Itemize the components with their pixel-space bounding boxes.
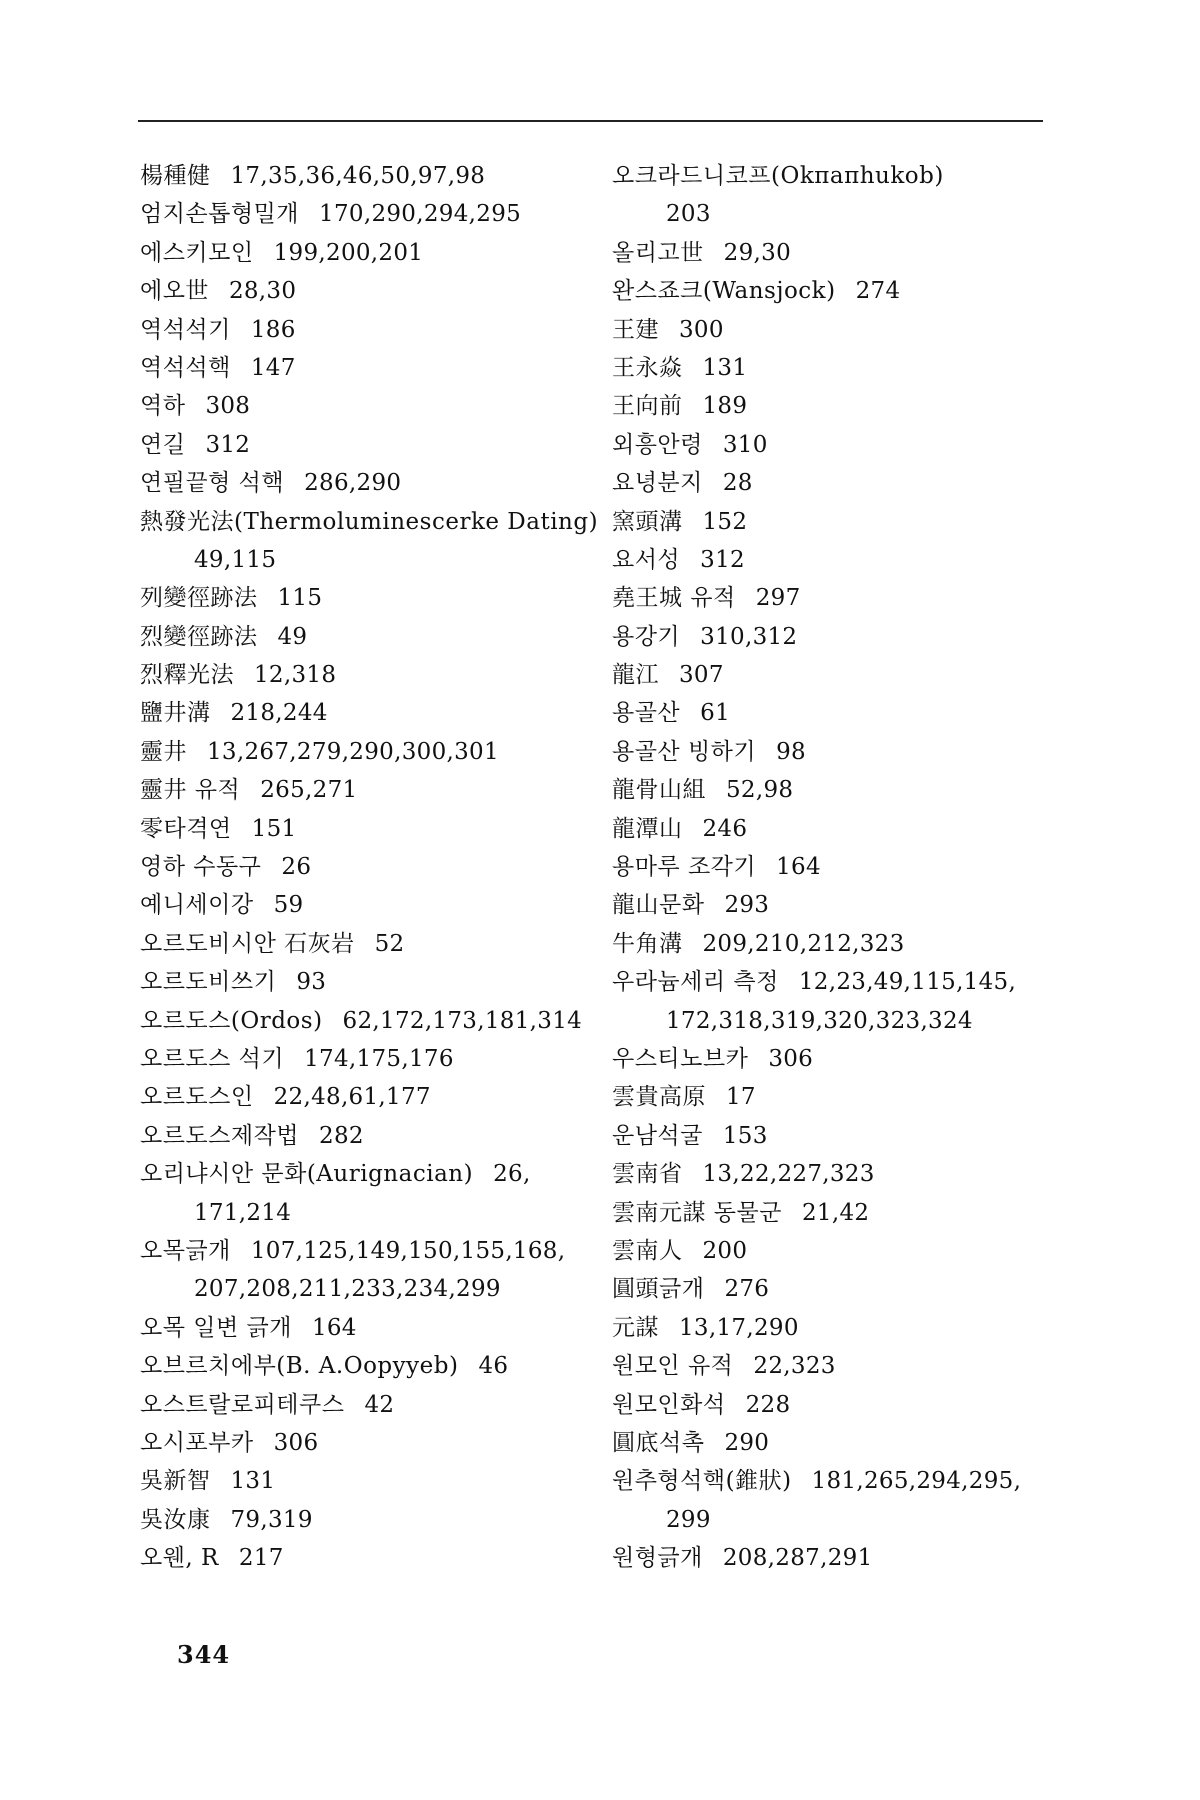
index-entry <box>140 272 590 310</box>
index-entry <box>612 733 1052 771</box>
index-term: 오크라드니코프(Okπaπhukob) <box>612 163 944 189</box>
index-term: 오르도비시안 石灰岩 <box>140 930 355 957</box>
index-term: 원모인 유적 <box>612 1353 734 1380</box>
index-page-refs: 186 <box>250 316 296 343</box>
index-term: 영하 수동구 <box>140 854 262 881</box>
index-entry <box>612 1309 1052 1347</box>
index-page-refs: 147 <box>250 354 296 381</box>
index-page-refs: 49,115 <box>194 546 277 573</box>
index-page-refs: 115 <box>277 585 323 612</box>
index-entry <box>140 157 590 195</box>
index-entry <box>140 886 590 924</box>
index-term: 원모인화석 <box>612 1391 726 1418</box>
index-term: 용골산 빙하기 <box>612 738 757 765</box>
index-term: 오르도스제작법 <box>140 1122 300 1149</box>
index-page-refs: 21,42 <box>801 1199 870 1226</box>
index-term: 오시포부카 <box>140 1429 254 1456</box>
index-entry <box>612 579 1052 617</box>
index-term: 원추형석핵(錐狀) <box>612 1468 792 1495</box>
index-term: 鹽井溝 <box>140 700 211 727</box>
index-entry <box>140 579 590 617</box>
index-entry <box>612 1040 1052 1078</box>
index-entry <box>140 1424 590 1462</box>
index-page-refs: 61 <box>700 700 731 727</box>
index-page-refs: 164 <box>776 854 821 881</box>
index-term: 雲南元謀 동물군 <box>612 1199 782 1226</box>
index-page-refs: 308 <box>205 393 251 420</box>
index-term: 楊種健 <box>140 163 211 189</box>
index-page-refs: 22,48,61,177 <box>273 1084 431 1111</box>
index-entry <box>612 1155 1052 1193</box>
index-page-refs: 29,30 <box>723 239 792 266</box>
index-page-refs: 62,172,173,181,314 <box>342 1007 583 1034</box>
index-entry <box>140 234 590 272</box>
index-term: 연필끝형 석핵 <box>140 470 285 497</box>
index-page-refs: 13,17,290 <box>679 1314 799 1341</box>
index-entry-continuation <box>140 1270 590 1308</box>
index-term: 오르도스인 <box>140 1084 254 1111</box>
index-entry <box>140 733 590 771</box>
index-page-refs: 12,318 <box>254 662 337 689</box>
index-page-refs: 200 <box>702 1237 748 1264</box>
index-term: 완스죠크(Wansjock) <box>612 278 836 305</box>
index-entry <box>612 1194 1052 1232</box>
index-page-refs: 265,271 <box>260 777 358 804</box>
index-term: 靈井 <box>140 738 187 765</box>
index-page-refs: 171,214 <box>194 1199 292 1226</box>
index-entry-continuation <box>140 1194 590 1232</box>
index-term: 雲南人 <box>612 1237 683 1264</box>
index-term: 오브르치에부(B. A.Oopyyeb) <box>140 1353 459 1380</box>
index-entry <box>612 1462 1052 1500</box>
index-entry <box>140 656 590 694</box>
index-entry <box>140 426 590 464</box>
index-term: 엄지손톱형밀개 <box>140 201 300 228</box>
index-term: 운남석굴 <box>612 1122 703 1149</box>
index-term: 오르도스 석기 <box>140 1045 285 1072</box>
index-entry <box>612 1117 1052 1155</box>
index-term: 元謀 <box>612 1314 659 1341</box>
index-term: 零타격연 <box>140 815 232 842</box>
index-term: 龍山문화 <box>612 892 705 919</box>
index-page-refs: 131 <box>230 1468 276 1495</box>
index-entry <box>612 1386 1052 1424</box>
index-term: 吳新智 <box>140 1468 211 1495</box>
index-page-refs: 189 <box>702 393 748 420</box>
index-page-refs: 59 <box>273 892 304 919</box>
index-term: 외흥안령 <box>612 431 703 458</box>
header-rule <box>138 120 1043 122</box>
index-entry <box>612 1424 1052 1462</box>
index-entry <box>612 426 1052 464</box>
index-page-refs: 28,30 <box>228 278 297 305</box>
index-entry <box>140 848 590 886</box>
index-entry-continuation <box>612 195 1052 233</box>
index-term: 列變徑跡法 <box>140 585 258 612</box>
index-page-refs: 52,98 <box>726 777 794 804</box>
index-entry <box>612 925 1052 963</box>
index-term: 예니세이강 <box>140 892 254 919</box>
index-page-refs: 26 <box>281 854 312 881</box>
index-term: 용마루 조각기 <box>612 854 757 881</box>
index-term: 龍江 <box>612 662 659 689</box>
index-entry <box>140 464 590 502</box>
index-entry <box>140 618 590 656</box>
index-page-refs: 174,175,176 <box>304 1045 454 1072</box>
index-entry <box>140 349 590 387</box>
index-page-refs: 199,200,201 <box>273 239 424 266</box>
index-term: 오스트랄로피테쿠스 <box>140 1391 345 1418</box>
index-term: 용골산 <box>612 700 681 727</box>
index-page-refs: 208,287,291 <box>722 1545 873 1572</box>
index-page-refs: 274 <box>855 278 901 305</box>
index-entry <box>140 1539 590 1577</box>
index-term: 연길 <box>140 431 186 458</box>
index-page-refs: 310,312 <box>700 623 798 650</box>
index-page-refs: 306 <box>768 1045 814 1072</box>
index-entry <box>612 1539 1052 1577</box>
index-page-refs: 218,244 <box>230 700 328 727</box>
index-page-refs: 312 <box>700 546 745 573</box>
index-column-left <box>140 157 599 1577</box>
index-term: 역석석기 <box>140 316 231 343</box>
index-entry <box>612 1232 1052 1270</box>
index-page-refs: 152 <box>702 508 748 535</box>
index-term: 오웬, R <box>140 1545 219 1572</box>
index-entry <box>140 771 590 809</box>
index-page-refs: 217 <box>238 1545 284 1572</box>
index-entry <box>612 272 1052 310</box>
index-term: 靈井 유적 <box>140 777 241 804</box>
index-entry <box>140 195 590 233</box>
index-page-refs: 228 <box>745 1391 791 1418</box>
index-entry <box>140 1347 590 1385</box>
index-page-refs: 49 <box>277 623 308 650</box>
index-page-refs: 151 <box>251 815 297 842</box>
index-entry <box>140 810 590 848</box>
index-entry <box>612 234 1052 272</box>
index-column-right <box>612 157 1052 1577</box>
index-term: 王建 <box>612 316 659 343</box>
index-page-refs: 300 <box>679 316 724 343</box>
index-entry <box>140 694 590 732</box>
index-page-refs: 293 <box>724 892 770 919</box>
index-entry <box>140 925 590 963</box>
index-entry <box>140 387 590 425</box>
index-entry <box>612 311 1052 349</box>
index-entry <box>612 810 1052 848</box>
index-term: 우스티노브카 <box>612 1045 749 1072</box>
index-term: 烈變徑跡法 <box>140 623 258 650</box>
index-entry <box>612 503 1052 541</box>
index-entry <box>612 464 1052 502</box>
index-page-refs: 13,22,227,323 <box>702 1161 875 1188</box>
index-page-refs: 181,265,294,295, <box>811 1468 1022 1495</box>
index-term: 역하 <box>140 393 186 420</box>
index-term: 牛角溝 <box>612 930 683 957</box>
index-term: 堯王城 유적 <box>612 585 736 612</box>
index-entry <box>612 886 1052 924</box>
index-term: 烈釋光法 <box>140 662 234 689</box>
index-entry-continuation <box>612 1501 1052 1539</box>
index-entry <box>612 349 1052 387</box>
index-term: 올리고世 <box>612 239 704 266</box>
index-page-refs: 276 <box>724 1276 770 1303</box>
index-term: 역석석핵 <box>140 354 231 381</box>
index-entry <box>612 848 1052 886</box>
index-entry <box>612 618 1052 656</box>
index-page-refs: 246 <box>702 815 748 842</box>
index-entry <box>612 541 1052 579</box>
index-page-refs: 290 <box>724 1429 770 1456</box>
index-page-refs: 26, <box>493 1161 531 1188</box>
index-entry <box>140 503 599 541</box>
index-entry <box>140 1078 590 1116</box>
index-page-refs: 306 <box>273 1429 319 1456</box>
index-page-refs: 107,125,149,150,155,168, <box>250 1237 566 1264</box>
index-term: 원형긁개 <box>612 1545 703 1572</box>
index-entry <box>140 963 590 1001</box>
index-term: 오리냐시안 문화(Aurignacian) <box>140 1161 474 1188</box>
index-entry <box>140 1386 590 1424</box>
index-page-refs: 22,323 <box>753 1353 836 1380</box>
index-entry <box>612 1270 1052 1308</box>
index-page-refs: 13,267,279,290,300,301 <box>207 738 499 765</box>
index-entry <box>140 1155 590 1193</box>
index-term: 熱發光法(Thermoluminescerke Dating) <box>140 508 599 535</box>
index-entry <box>140 1232 590 1270</box>
index-term: 吳汝康 <box>140 1506 211 1533</box>
index-page-refs: 52 <box>374 930 405 957</box>
index-term: 雲貴高原 <box>612 1084 706 1111</box>
index-entry <box>140 1462 590 1500</box>
index-term: 요서성 <box>612 546 681 573</box>
index-page-refs: 28 <box>722 470 753 497</box>
index-page-refs: 297 <box>755 585 801 612</box>
index-entry <box>140 311 590 349</box>
index-term: 圓底석촉 <box>612 1429 705 1456</box>
index-page-refs: 79,319 <box>230 1506 313 1533</box>
index-page-refs: 17 <box>726 1084 756 1111</box>
index-page-refs: 286,290 <box>304 470 402 497</box>
index-entry <box>612 656 1052 694</box>
index-term: 雲南省 <box>612 1161 683 1188</box>
index-entry <box>140 1501 590 1539</box>
index-page-refs: 93 <box>296 969 327 996</box>
index-term: 王向前 <box>612 393 683 420</box>
index-entry <box>612 1078 1052 1116</box>
index-entry <box>612 1347 1052 1385</box>
index-entry <box>140 1117 590 1155</box>
index-page-refs: 153 <box>722 1122 768 1149</box>
index-page-refs: 46 <box>478 1353 509 1380</box>
index-entry <box>612 694 1052 732</box>
index-page-refs: 42 <box>364 1391 395 1418</box>
index-page-refs: 164 <box>311 1314 357 1341</box>
index-entry-continuation <box>612 1002 1052 1040</box>
index-term: 에스키모인 <box>140 239 254 266</box>
index-page-refs: 207,208,211,233,234,299 <box>194 1276 501 1303</box>
index-entry <box>140 1002 590 1040</box>
index-term: 요녕분지 <box>612 470 703 497</box>
index-page-refs: 282 <box>319 1122 364 1149</box>
page-number: 344 <box>177 1640 231 1669</box>
index-page-refs: 209,210,212,323 <box>702 930 905 957</box>
index-entry <box>612 157 1052 195</box>
index-term: 우라늄세리 측정 <box>612 969 779 996</box>
index-term: 龍潭山 <box>612 815 683 842</box>
index-term: 王永焱 <box>612 354 683 381</box>
index-term: 오르도비쓰기 <box>140 969 277 996</box>
index-page-refs: 17,35,36,46,50,97,98 <box>230 163 486 189</box>
index-entry <box>612 387 1052 425</box>
index-page-refs: 299 <box>666 1506 711 1533</box>
index-entry <box>612 771 1052 809</box>
index-term: 에오世 <box>140 278 209 305</box>
index-term: 오목 일변 긁개 <box>140 1314 292 1341</box>
index-page-refs: 170,290,294,295 <box>319 201 522 228</box>
index-term: 龍骨山組 <box>612 777 706 804</box>
index-page-refs: 131 <box>702 354 748 381</box>
index-entry <box>612 963 1052 1001</box>
index-page-refs: 12,23,49,115,145, <box>798 969 1017 996</box>
index-page-refs: 172,318,319,320,323,324 <box>666 1007 973 1034</box>
index-term: 오목긁개 <box>140 1237 231 1264</box>
index-term: 圓頭긁개 <box>612 1276 705 1303</box>
index-term: 오르도스(Ordos) <box>140 1007 323 1034</box>
index-term: 窯頭溝 <box>612 508 683 535</box>
index-page-refs: 98 <box>776 738 806 765</box>
index-term: 용강기 <box>612 623 681 650</box>
index-page-refs: 307 <box>679 662 724 689</box>
index-entry <box>140 1309 590 1347</box>
index-entry-continuation <box>140 541 590 579</box>
index-entry <box>140 1040 590 1078</box>
index-page-refs: 310 <box>722 431 768 458</box>
index-page-refs: 203 <box>666 201 711 228</box>
index-page-refs: 312 <box>205 431 251 458</box>
